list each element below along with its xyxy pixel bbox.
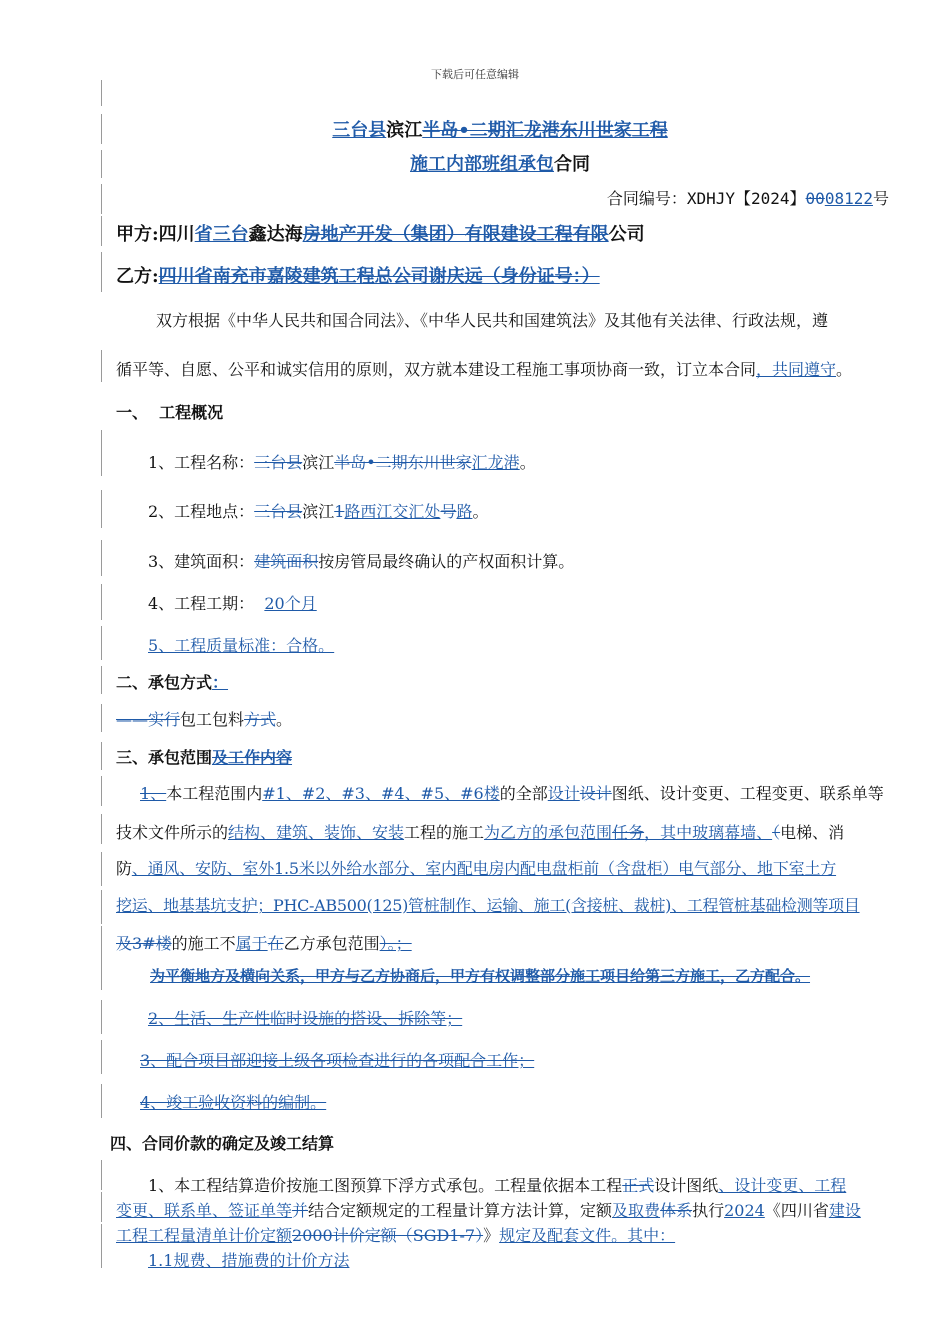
contract-mode-text: 包工包料 (180, 710, 245, 729)
revision-bar (101, 1224, 102, 1268)
revision-bar (101, 960, 102, 990)
scope-text: 的全部 (499, 784, 548, 803)
party-a-part: 公司 (608, 224, 645, 245)
scope-deleted: 在 (267, 934, 284, 953)
revision-bar (101, 184, 102, 214)
scope-inserted: 为乙方的承包范围 (484, 823, 613, 842)
revision-bar (101, 430, 102, 476)
contract-mode-end: 。 (276, 710, 293, 729)
revision-bar (101, 1040, 102, 1074)
revision-bar (101, 490, 102, 528)
scope-inserted: 挖运、地基基坑支护；PHC-AB500(125)管桩制作、运输、施工(含接桩、裁桩)、工程管桩基础检测等项目 (116, 896, 860, 915)
project-location-deleted: 号 (440, 502, 457, 521)
settlement-inserted: 规定及配套文件。其中： (499, 1226, 676, 1245)
settlement-line-3 (116, 1223, 675, 1246)
revision-bar (101, 776, 102, 806)
settlement-inserted: 2024 (724, 1201, 765, 1220)
scope-inserted: ，其中玻璃幕墙、 (644, 823, 773, 842)
revision-bar (101, 666, 102, 694)
revision-bar (101, 1084, 102, 1118)
temporary-facilities-item: 2、生活、生产性临时设施的搭设、拆除等； (148, 1009, 463, 1028)
revision-bar (101, 1000, 102, 1034)
scope-inserted: 结构、建筑、装饰、安装 (228, 823, 405, 842)
project-name-deleted: 半岛•二期东川世家 (334, 453, 472, 472)
section-3-inserted: 及工作内容 (212, 748, 293, 767)
scope-text: 防 (116, 859, 132, 878)
contract-mode-deleted: 方式 (244, 710, 277, 729)
construction-period-label: 4、工程工期： (148, 594, 255, 613)
revision-bar (101, 1160, 102, 1190)
settlement-inserted: 建设 (828, 1201, 861, 1220)
project-name-row (148, 450, 536, 473)
party-a-part: 鑫达海 (248, 224, 303, 245)
settlement-inserted: 变更、联系单、签证单等 (116, 1201, 293, 1220)
subtitle-part: 合同 (554, 154, 590, 175)
document-title (0, 116, 950, 142)
settlement-deleted: 正式 (622, 1176, 655, 1195)
title-part: 滨江 (386, 120, 423, 141)
revision-bar (101, 216, 102, 246)
project-name-label: 1、工程名称： (148, 453, 255, 472)
scope-text: 乙方承包范围 (283, 934, 380, 953)
building-area-label: 3、建筑面积： (148, 552, 255, 571)
title-part: 半岛•二期汇龙港东川世家工程 (422, 120, 668, 141)
party-b-label: 乙方: (116, 266, 159, 287)
project-name-deleted: 三台县 (254, 453, 303, 472)
contract-number-deleted: 00 (805, 189, 825, 208)
scope-inserted: 属于 (235, 934, 268, 953)
scope-text: 图纸、设计变更、工程变更、联系单等 (611, 784, 884, 803)
scope-text: 的施工不 (171, 934, 236, 953)
revision-bar (101, 584, 102, 620)
revision-bar (101, 926, 102, 960)
section-2-inserted: ： (212, 673, 229, 692)
construction-period-value: 20个月 (264, 594, 317, 613)
scope-line-3 (116, 856, 836, 879)
settlement-deleted: 体系 (660, 1201, 693, 1220)
revision-bar (101, 1192, 102, 1222)
settlement-deleted: 并 (292, 1201, 309, 1220)
contract-number-prefix: 合同编号：XDHJY【2024】 (606, 189, 806, 208)
party-a-part: 四川 (158, 224, 195, 245)
settlement-deleted: 2000计价定额（SGD1-7） (292, 1226, 484, 1245)
intro-line-2 (116, 357, 852, 380)
intro-inserted: ，共同遵守 (756, 360, 837, 379)
revision-bar (101, 852, 102, 886)
scope-deleted: 及3#楼 (116, 934, 172, 953)
revision-bar (101, 540, 102, 576)
revision-bar (101, 814, 102, 844)
intro-line-1: 双方根据《中华人民共和国合同法》、《中华人民共和国建筑法》及其他有关法律、行政法规，遵 (156, 311, 829, 330)
section-3-title: 三、承包范围 (116, 748, 213, 767)
document-subtitle (0, 150, 950, 176)
inspection-coordination-item: 3、配合项目部迎接上级各项检查进行的各项配合工作； (140, 1051, 535, 1070)
revision-bar (101, 80, 102, 106)
third-party-clause: 为平衡地方及横向关系，甲方与乙方协商后，甲方有权调整部分施工项目给第三方施工，乙方配合。 (150, 967, 811, 985)
header-note: 下载后可任意编辑 (431, 68, 519, 81)
party-b (116, 262, 600, 288)
section-2-title: 二、承包方式 (116, 673, 213, 692)
contract-number (607, 186, 889, 209)
scope-deleted: ）。； (379, 934, 412, 953)
party-a-part: 房地产开发（集团）有限建设工程有限 (302, 224, 609, 245)
scope-deleted: 任务 (612, 823, 645, 842)
party-a-part: 省三台 (194, 224, 249, 245)
building-area-row (148, 549, 574, 572)
project-name-text: 滨江 (302, 453, 335, 472)
revision-bar (101, 742, 102, 770)
project-location-end: 。 (472, 502, 489, 521)
settlement-text: 《四川省 (764, 1201, 829, 1220)
scope-text: 电梯、消 (780, 823, 845, 842)
scope-deleted: （ (772, 823, 781, 842)
section-3-heading (116, 745, 292, 768)
contract-mode-row (116, 707, 292, 730)
project-location-deleted: 三台县 (254, 502, 303, 521)
settlement-text: 》 (483, 1226, 500, 1245)
settlement-text: 执行 (692, 1201, 725, 1220)
settlement-text: 结合定额规定的工程量计算方法计算，定额 (308, 1201, 613, 1220)
contract-number-inserted: 08122 (824, 189, 873, 208)
section-1-heading: 一、 工程概况 (116, 403, 224, 422)
scope-inserted: #1、#2、#3、#4、#5、#6楼 (262, 784, 500, 803)
scope-text: 工程的施工 (404, 823, 485, 842)
building-area-text: 按房管局最终确认的产权面积计算。 (318, 552, 575, 571)
settlement-line-2 (116, 1198, 861, 1221)
scope-line-4 (116, 893, 860, 916)
contract-mode-deleted: ——实行 (116, 710, 181, 729)
settlement-subheading: 1.1规费、措施费的计价方法 (148, 1251, 350, 1270)
revision-bar (101, 890, 102, 924)
settlement-inserted: 、设计变更、工程 (718, 1176, 847, 1195)
settlement-inserted: 及取费 (612, 1201, 661, 1220)
building-area-deleted: 建筑面积 (254, 552, 319, 571)
revision-bar (101, 704, 102, 732)
project-location-inserted: 路西江交汇处 (344, 502, 441, 521)
intro-text: 循平等、自愿、公平和诚实信用的原则，双方就本建设工程施工事项协商一致，订立本合同 (116, 360, 757, 379)
quality-standard-row: 5、工程质量标准：合格。 (148, 636, 335, 655)
project-name-end: 。 (519, 453, 536, 472)
subtitle-part: 施工内部班组承包 (410, 154, 554, 175)
party-b-name: 四川省南充市嘉陵建筑工程总公司谢庆远（身份证号：） (158, 266, 600, 287)
scope-line-1 (140, 781, 884, 804)
section-4-heading: 四、合同价款的确定及竣工结算 (110, 1134, 335, 1153)
section-2-heading (116, 670, 245, 693)
project-location-inserted: 路 (456, 502, 473, 521)
scope-deleted: 设计 (579, 784, 612, 803)
completion-documents-item: 4、竣工验收资料的编制。 (140, 1093, 327, 1112)
title-part: 三台县 (332, 120, 387, 141)
revision-bar (101, 252, 102, 292)
party-a-label: 甲方: (116, 224, 159, 245)
party-a (116, 220, 645, 246)
scope-text: 本工程范围内 (166, 784, 263, 803)
scope-inserted: 设计 (547, 784, 580, 803)
settlement-text: 1、本工程结算造价按施工图预算下浮方式承包。工程量依据本工程 (148, 1176, 623, 1195)
project-location-text: 滨江 (302, 502, 335, 521)
intro-end: 。 (836, 360, 853, 379)
scope-text: 技术文件所示的 (116, 823, 229, 842)
scope-line-2 (116, 820, 844, 843)
scope-deleted: 1、 (140, 784, 167, 803)
settlement-inserted: 工程工程量清单计价定额 (116, 1226, 293, 1245)
scope-line-5 (116, 931, 412, 954)
revision-bar (101, 626, 102, 660)
project-location-deleted: 1 (334, 502, 345, 521)
revision-bar (101, 350, 102, 382)
scope-inserted: 、通风、安防、室外1.5米以外给水部分、室内配电房内配电盘柜前（含盘柜）电气部分、地下室土方 (131, 859, 837, 878)
project-name-inserted: 汇龙港 (471, 453, 520, 472)
construction-period-row (148, 591, 317, 614)
settlement-line-1 (148, 1173, 846, 1196)
project-location-row (148, 499, 488, 522)
project-location-label: 2、工程地点： (148, 502, 255, 521)
settlement-text: 设计图纸 (654, 1176, 719, 1195)
contract-number-suffix: 号 (872, 189, 889, 208)
